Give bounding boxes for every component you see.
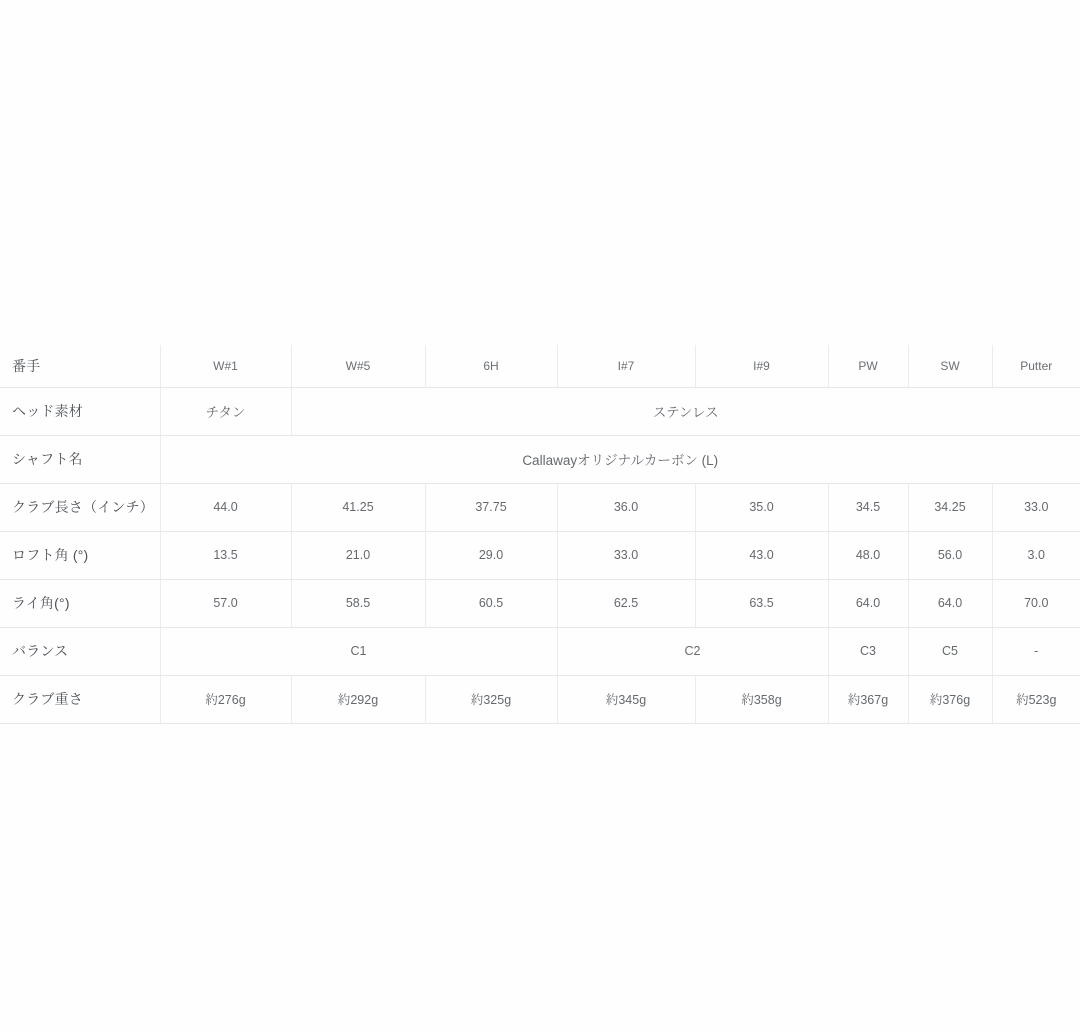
spec-value-cell: 57.0: [160, 579, 291, 627]
spec-value-cell: 約292g: [291, 675, 425, 723]
spec-value-cell: 37.75: [425, 483, 557, 531]
spec-value-cell: 約325g: [425, 675, 557, 723]
spec-value-cell: 64.0: [828, 579, 908, 627]
row-label: ヘッド素材: [0, 387, 160, 435]
spec-value-cell: 36.0: [557, 483, 695, 531]
column-header-5: I#9: [695, 345, 828, 387]
row-label: クラブ長さ（インチ）: [0, 483, 160, 531]
spec-row: [0, 627, 1080, 675]
spec-value-cell: C3: [828, 627, 908, 675]
column-header-7: SW: [908, 345, 992, 387]
spec-header-row: [0, 345, 1080, 387]
spec-table-section: [0, 345, 1080, 724]
spec-value-cell: C2: [557, 627, 828, 675]
spec-value-cell: 3.0: [992, 531, 1080, 579]
spec-row: [0, 579, 1080, 627]
spec-value-cell: 48.0: [828, 531, 908, 579]
spec-value-cell: 13.5: [160, 531, 291, 579]
spec-value-cell: 60.5: [425, 579, 557, 627]
spec-value-cell: 約376g: [908, 675, 992, 723]
spec-value-cell: チタン: [160, 387, 291, 435]
spec-row: [0, 675, 1080, 723]
spec-value-cell: 33.0: [992, 483, 1080, 531]
spec-value-cell: 44.0: [160, 483, 291, 531]
spec-value-cell: ステンレス: [291, 387, 1080, 435]
spec-value-cell: 70.0: [992, 579, 1080, 627]
column-header-1: W#1: [160, 345, 291, 387]
row-label: ロフト角 (°): [0, 531, 160, 579]
spec-value-cell: Callawayオリジナルカーボン (L): [160, 435, 1080, 483]
column-header-3: 6H: [425, 345, 557, 387]
row-label: ライ角(°): [0, 579, 160, 627]
spec-value-cell: C1: [160, 627, 557, 675]
row-label: クラブ重さ: [0, 675, 160, 723]
spec-table-body: [0, 387, 1080, 723]
spec-value-cell: 約358g: [695, 675, 828, 723]
column-header-8: Putter: [992, 345, 1080, 387]
spec-value-cell: -: [992, 627, 1080, 675]
spec-value-cell: 29.0: [425, 531, 557, 579]
spec-row: [0, 387, 1080, 435]
spec-value-cell: C5: [908, 627, 992, 675]
spec-value-cell: 43.0: [695, 531, 828, 579]
spec-value-cell: 約367g: [828, 675, 908, 723]
row-label: シャフト名: [0, 435, 160, 483]
spec-row: [0, 435, 1080, 483]
spec-value-cell: 64.0: [908, 579, 992, 627]
spec-value-cell: 21.0: [291, 531, 425, 579]
spec-value-cell: 58.5: [291, 579, 425, 627]
corner-header-club-number: 番手: [0, 345, 160, 387]
spec-value-cell: 56.0: [908, 531, 992, 579]
spec-value-cell: 62.5: [557, 579, 695, 627]
spec-value-cell: 約523g: [992, 675, 1080, 723]
spec-value-cell: 35.0: [695, 483, 828, 531]
spec-value-cell: 63.5: [695, 579, 828, 627]
club-spec-table: [0, 345, 1080, 724]
column-header-6: PW: [828, 345, 908, 387]
spec-value-cell: 41.25: [291, 483, 425, 531]
spec-value-cell: 約276g: [160, 675, 291, 723]
spec-value-cell: 33.0: [557, 531, 695, 579]
spec-value-cell: 約345g: [557, 675, 695, 723]
column-header-2: W#5: [291, 345, 425, 387]
spec-value-cell: 34.25: [908, 483, 992, 531]
column-header-4: I#7: [557, 345, 695, 387]
spec-row: [0, 483, 1080, 531]
spec-value-cell: 34.5: [828, 483, 908, 531]
spec-row: [0, 531, 1080, 579]
row-label: バランス: [0, 627, 160, 675]
